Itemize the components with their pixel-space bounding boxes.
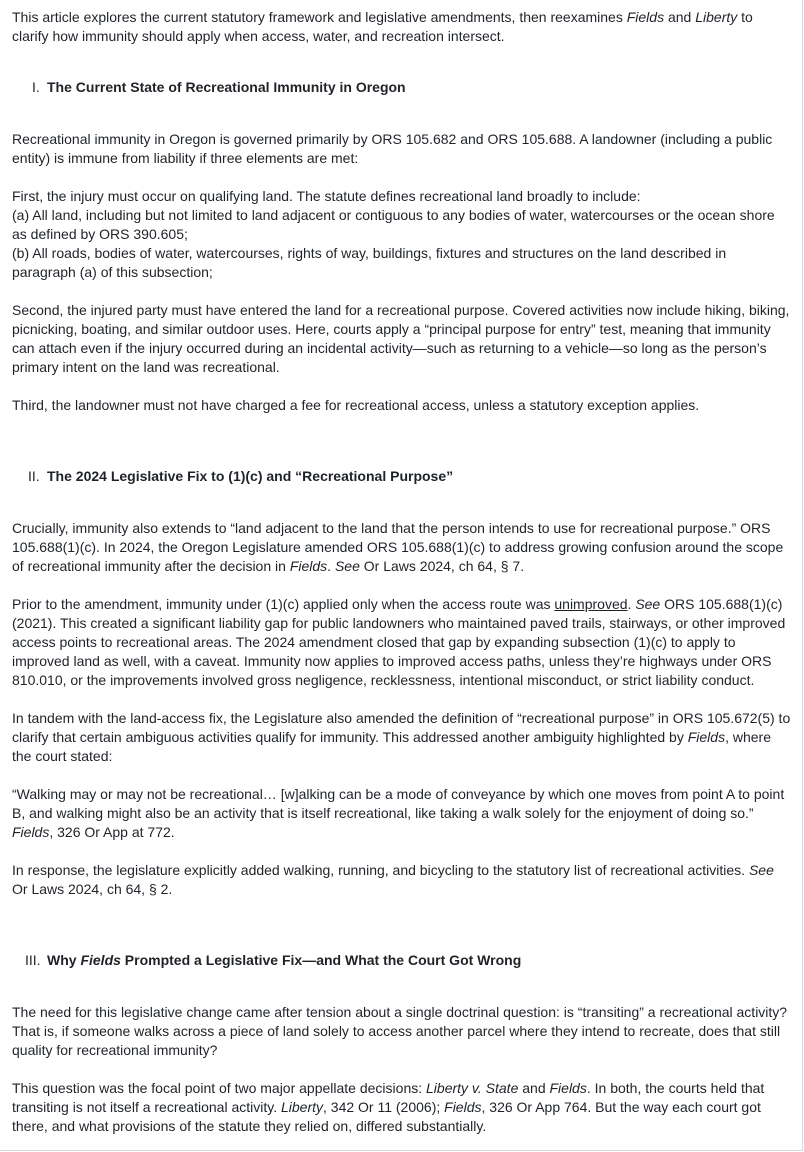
intro-paragraph	[12, 8, 792, 46]
case-name-fields: Fields	[549, 1080, 587, 1096]
section-number: I.	[32, 79, 40, 95]
text: Prompted a Legislative Fix—and What the Court Got Wrong	[120, 952, 522, 968]
section-title: The Current State of Recreational Immunity in Oregon	[47, 79, 406, 95]
case-name-fields: Fields	[444, 1099, 482, 1115]
text: Or Laws 2024, ch 64, § 2.	[12, 881, 173, 897]
section-heading-3	[12, 951, 792, 970]
citation-signal: See	[334, 558, 360, 574]
section-title	[47, 951, 521, 970]
paragraph: The need for this legislative change came after tension about a single doctrinal question: is “transiting” a recreational activity? That is, if someone walks across a piece of land solely to access another parcel where they intend to recreate, does that still quality for recreational immunity?	[12, 1004, 788, 1058]
citation-signal: See	[748, 862, 774, 878]
section-heading-2	[12, 467, 792, 486]
paragraph	[12, 519, 792, 576]
paragraph	[12, 709, 792, 766]
text: . In both, the courts held that transiting is not itself a recreational activity.	[12, 1080, 765, 1115]
paragraph-line: (a) All land, including but not limited to land adjacent or contiguous to any bodies of water, watercourses or the ocean shore as defined by ORS 390.605;	[12, 207, 775, 242]
text: “Walking may or may not be recreational… [w]alking can be a mode of conveyance by which one moves from point A to point B, and walking might also be an activity that is itself recreational, like taking a walk solely for the enjoyment of doing so.”	[12, 786, 785, 821]
case-name-liberty-v-state: Liberty v. State	[426, 1080, 519, 1096]
case-name-liberty: Liberty	[695, 9, 738, 25]
paragraph: Second, the injured party must have entered the land for a recreational purpose. Covered activities now include hiking, biking, picnicking, boating, and similar outdoor uses. Here, courts apply a “principal purpose for entry” test, meaning that immunity can attach even if the injury occurred during an incidental activity—such as returning to a vehicle—so long as the person’s primary intent on the land was recreational.	[12, 302, 790, 375]
text: , 326 Or App at 772.	[49, 824, 175, 840]
section-title: The 2024 Legislative Fix to (1)(c) and “Recreational Purpose”	[47, 468, 454, 484]
text: Prior to the amendment, immunity under (1)(c) applied only when the access route was	[12, 596, 555, 612]
section-heading-1	[12, 78, 792, 97]
paragraph: Third, the landowner must not have charged a fee for recreational access, unless a statutory exception applies.	[12, 397, 700, 413]
text: .	[627, 596, 636, 612]
text: and	[518, 1080, 550, 1096]
case-name-fields: Fields	[687, 729, 726, 745]
section-number: III.	[25, 952, 41, 968]
text: In tandem with the land-access fix, the Legislature also amended the definition of “recreational purpose” in ORS 105.672(5) to clarify that certain ambiguous activities qualify for immunity. This addressed another ambiguity highlighted by	[12, 710, 791, 745]
intro-text: to clarify how immunity should apply when access, water, and recreation intersect.	[12, 9, 753, 44]
paragraph	[12, 1079, 792, 1136]
paragraph-line: (b) All roads, bodies of water, watercourses, rights of way, buildings, fixtures and structures on the land described in paragraph (a) of this subsection;	[12, 245, 727, 280]
text: Crucially, immunity also extends to “land adjacent to the land that the person intends to use for recreational purpose.” ORS 105.688(1)(c). In 2024, the Oregon Legislature amended ORS 105.688(1)(c) to address growing confusion around the scope of recreational immunity after the decision in	[12, 520, 784, 574]
text: .	[327, 558, 335, 574]
text: , 326 Or App 764. But the way each court got there, and what provisions of the statute they relied on, differed substantially.	[12, 1099, 761, 1134]
case-name-fields: Fields	[80, 952, 121, 968]
text: ORS 105.688(1)(c) (2021). This created a significant liability gap for public landowners who maintained paved trails, stairways, or other improved access points to recreational areas. The 2024 amendment closed that gap by expanding subsection (1)(c) to apply to improved land as well, with a caveat. Immunity now applies to improved access paths, unless they’re highways under ORS 810.010, or the improvements involved gross negligence, recklessness, intentional misconduct, or strict liability conduct.	[12, 596, 786, 688]
text: Why	[47, 952, 81, 968]
case-name-fields: Fields	[289, 558, 328, 574]
intro-text: This article explores the current statutory framework and legislative amendments, then reexamines	[12, 9, 627, 25]
text: , where the court stated:	[12, 729, 771, 764]
text: This question was the focal point of two major appellate decisions:	[12, 1080, 427, 1096]
case-name-liberty: Liberty	[280, 1099, 323, 1115]
text: In response, the legislature explicitly added walking, running, and bicycling to the statutory list of recreational activities.	[12, 862, 749, 878]
case-name-fields: Fields	[626, 9, 665, 25]
intro-text: and	[664, 9, 696, 25]
text: Or Laws 2024, ch 64, § 7.	[359, 558, 525, 574]
citation-signal: See	[635, 596, 661, 612]
paragraph	[12, 187, 792, 282]
quotation-paragraph	[12, 785, 792, 842]
section-number: II.	[28, 468, 40, 484]
underlined-term: unimproved	[554, 596, 628, 612]
paragraph: Recreational immunity in Oregon is governed primarily by ORS 105.682 and ORS 105.688. A landowner (including a public entity) is immune from liability if three elements are met:	[12, 131, 773, 166]
paragraph	[12, 595, 792, 690]
article-body	[12, 6, 792, 1136]
paragraph-line: First, the injury must occur on qualifying land. The statute defines recreational land broadly to include:	[12, 188, 641, 204]
case-name-fields: Fields	[12, 824, 50, 840]
text: , 342 Or 11 (2006);	[323, 1099, 445, 1115]
paragraph	[12, 861, 792, 899]
